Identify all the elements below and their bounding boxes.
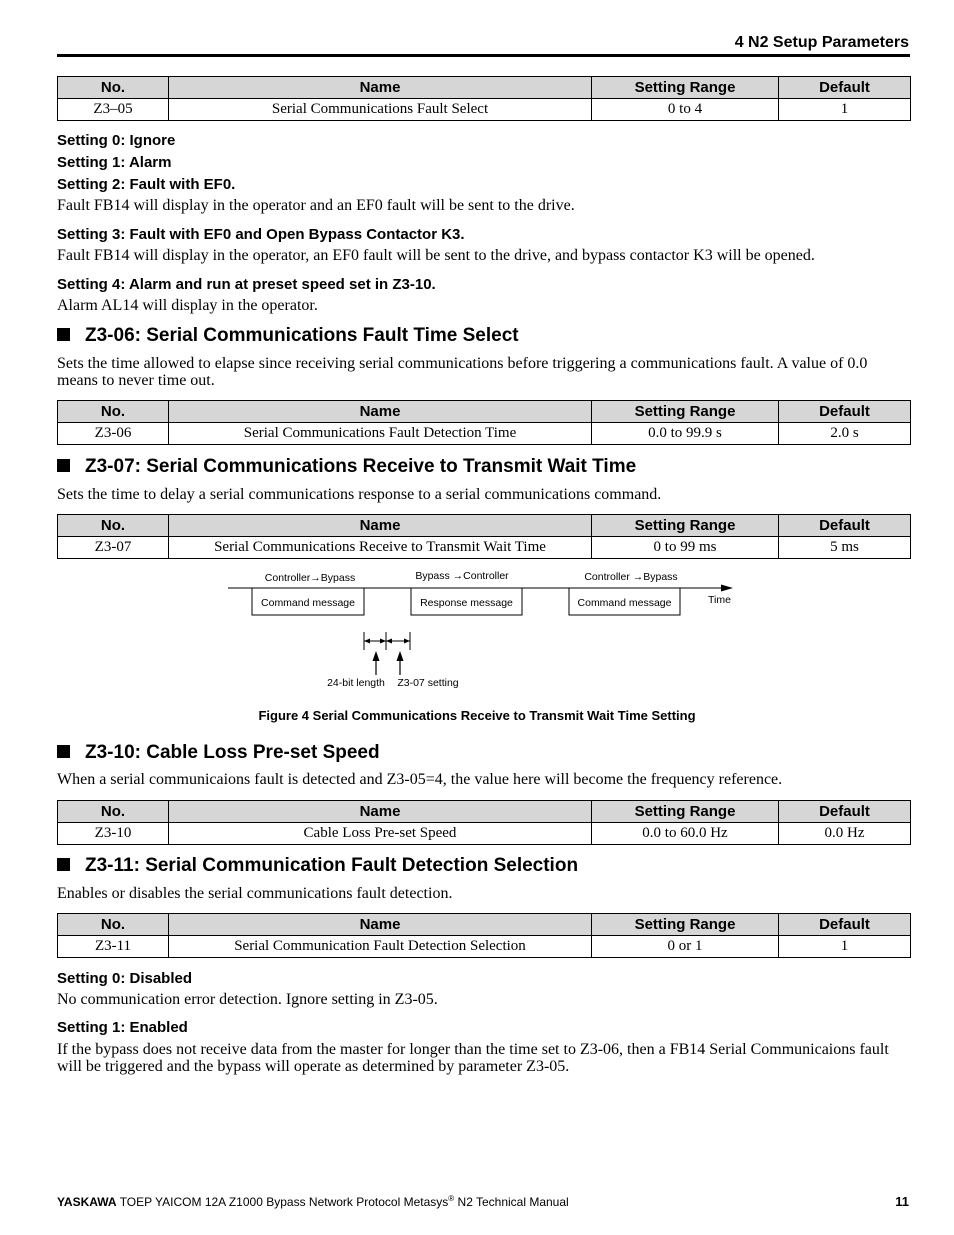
section-heading bbox=[57, 855, 578, 877]
setting-label: Setting 0: Ignore bbox=[57, 132, 176, 149]
cell-default: 1 bbox=[779, 936, 911, 958]
table-row bbox=[58, 823, 911, 845]
time-arrow-icon bbox=[721, 585, 733, 592]
col-no: No. bbox=[58, 77, 169, 99]
setting-text: No communication error detection. Ignore setting in Z3-05. bbox=[57, 991, 438, 1008]
table-header-row bbox=[58, 515, 911, 537]
col-default: Default bbox=[779, 515, 911, 537]
interval-markers bbox=[364, 632, 410, 650]
table-row bbox=[58, 537, 911, 559]
section-heading-text: Z3-10: Cable Loss Pre-set Speed bbox=[85, 742, 380, 763]
footer-registered-mark: ® bbox=[448, 1194, 455, 1203]
col-name: Name bbox=[169, 801, 592, 823]
setting-label: Setting 1: Enabled bbox=[57, 1019, 188, 1036]
cell-name: Serial Communications Fault Detection Time bbox=[169, 423, 592, 445]
cell-no: Z3–05 bbox=[58, 99, 169, 121]
label-bypass-to-controller: Bypass →Controller bbox=[415, 570, 509, 582]
cell-default: 2.0 s bbox=[779, 423, 911, 445]
cell-no: Z3-11 bbox=[58, 936, 169, 958]
footer-manual-title bbox=[57, 1194, 569, 1209]
cell-range: 0 or 1 bbox=[592, 936, 779, 958]
header-rule bbox=[57, 54, 910, 57]
section-description: Sets the time allowed to elapse since receiving serial communications before triggering a communications fault. A value of 0.0 means to never time out. bbox=[57, 355, 868, 389]
section-description: Enables or disables the serial communications fault detection. bbox=[57, 885, 453, 902]
section-heading-text: Z3-07: Serial Communications Receive to Transmit Wait Time bbox=[85, 456, 637, 477]
cell-range: 0.0 to 99.9 s bbox=[592, 423, 779, 445]
col-no: No. bbox=[58, 515, 169, 537]
z3-10-parameter-table bbox=[57, 800, 911, 845]
col-setting-range: Setting Range bbox=[592, 401, 779, 423]
z3-11-parameter-table bbox=[57, 913, 911, 958]
col-default: Default bbox=[779, 401, 911, 423]
col-setting-range: Setting Range bbox=[592, 914, 779, 936]
col-no: No. bbox=[58, 801, 169, 823]
col-name: Name bbox=[169, 515, 592, 537]
table-row bbox=[58, 423, 911, 445]
setting-label: Setting 0: Disabled bbox=[57, 970, 193, 987]
footer-title-part2: N2 Technical Manual bbox=[454, 1195, 569, 1209]
section-heading bbox=[57, 325, 519, 347]
page-section-title: 4 N2 Setup Parameters bbox=[734, 34, 909, 51]
heading-bullet-icon bbox=[57, 328, 70, 341]
label-z3-07-setting: Z3-07 setting bbox=[397, 677, 459, 689]
setting-label: Setting 3: Fault with EF0 and Open Bypass Contactor K3. bbox=[57, 226, 465, 243]
table-header-row bbox=[58, 401, 911, 423]
cell-name: Serial Communications Receive to Transmit Wait Time bbox=[169, 537, 592, 559]
col-default: Default bbox=[779, 914, 911, 936]
time-label: Time bbox=[708, 594, 731, 606]
cell-no: Z3-07 bbox=[58, 537, 169, 559]
cell-range: 0 to 99 ms bbox=[592, 537, 779, 559]
setting-text: Fault FB14 will display in the operator and an EF0 fault will be sent to the drive. bbox=[57, 197, 575, 214]
label-controller-to-bypass-2: Controller →Bypass bbox=[584, 571, 678, 583]
section-heading-text: Z3-06: Serial Communications Fault Time Select bbox=[85, 325, 519, 346]
section-heading bbox=[57, 456, 636, 478]
setting-text: Fault FB14 will display in the operator, an EF0 fault will be sent to the drive, and bypass contactor K3 will be opened. bbox=[57, 247, 815, 264]
setting-text: If the bypass does not receive data from the master for longer than the time set to Z3-06, then a FB14 Serial Communicaions fault will be triggered and the bypass will operate as determined by parameter Z3-05. bbox=[57, 1041, 889, 1075]
section-heading bbox=[57, 742, 380, 764]
col-name: Name bbox=[169, 914, 592, 936]
footer-title-part1: TOEP YAICOM 12A Z1000 Bypass Network Protocol Metasys bbox=[116, 1195, 449, 1209]
col-no: No. bbox=[58, 401, 169, 423]
response-message-label: Response message bbox=[420, 597, 513, 609]
label-controller-to-bypass-1: Controller→Bypass bbox=[264, 572, 356, 584]
pointer-arrows bbox=[373, 651, 404, 675]
heading-bullet-icon bbox=[57, 858, 70, 871]
table-row bbox=[58, 99, 911, 121]
cell-no: Z3-10 bbox=[58, 823, 169, 845]
page-number: 11 bbox=[895, 1194, 909, 1209]
table-header-row bbox=[58, 914, 911, 936]
cell-name: Serial Communications Fault Select bbox=[169, 99, 592, 121]
label-24-bit-length: 24-bit length bbox=[327, 677, 385, 689]
heading-bullet-icon bbox=[57, 745, 70, 758]
z3-06-parameter-table bbox=[57, 400, 911, 445]
command-message-label-2: Command message bbox=[577, 597, 672, 609]
col-default: Default bbox=[779, 77, 911, 99]
col-name: Name bbox=[169, 401, 592, 423]
col-setting-range: Setting Range bbox=[592, 77, 779, 99]
setting-label: Setting 4: Alarm and run at preset speed set in Z3-10. bbox=[57, 276, 436, 293]
table-header-row bbox=[58, 801, 911, 823]
table-header-row bbox=[58, 77, 911, 99]
cell-name: Cable Loss Pre-set Speed bbox=[169, 823, 592, 845]
setting-text: Alarm AL14 will display in the operator. bbox=[57, 297, 318, 314]
command-message-label-1: Command message bbox=[261, 597, 355, 609]
setting-label: Setting 1: Alarm bbox=[57, 154, 172, 171]
figure-caption: Figure 4 Serial Communications Receive to Transmit Wait Time Setting bbox=[258, 708, 696, 723]
table-row bbox=[58, 936, 911, 958]
col-setting-range: Setting Range bbox=[592, 801, 779, 823]
col-name: Name bbox=[169, 77, 592, 99]
col-setting-range: Setting Range bbox=[592, 515, 779, 537]
section-heading-text: Z3-11: Serial Communication Fault Detection Selection bbox=[85, 855, 579, 876]
cell-default: 5 ms bbox=[779, 537, 911, 559]
cell-name: Serial Communication Fault Detection Selection bbox=[169, 936, 592, 958]
col-default: Default bbox=[779, 801, 911, 823]
cell-range: 0.0 to 60.0 Hz bbox=[592, 823, 779, 845]
footer-brand: YASKAWA bbox=[57, 1195, 117, 1209]
heading-bullet-icon bbox=[57, 459, 70, 472]
cell-range: 0 to 4 bbox=[592, 99, 779, 121]
section-description: Sets the time to delay a serial communications response to a serial communications command. bbox=[57, 486, 662, 503]
timing-diagram bbox=[0, 560, 954, 700]
col-no: No. bbox=[58, 914, 169, 936]
cell-no: Z3-06 bbox=[58, 423, 169, 445]
cell-default: 1 bbox=[779, 99, 911, 121]
setting-label: Setting 2: Fault with EF0. bbox=[57, 176, 236, 193]
section-description: When a serial communicaions fault is detected and Z3-05=4, the value here will become the frequency reference. bbox=[57, 771, 783, 788]
cell-default: 0.0 Hz bbox=[779, 823, 911, 845]
z3-07-parameter-table bbox=[57, 514, 911, 559]
z3-05-parameter-table bbox=[57, 76, 911, 121]
